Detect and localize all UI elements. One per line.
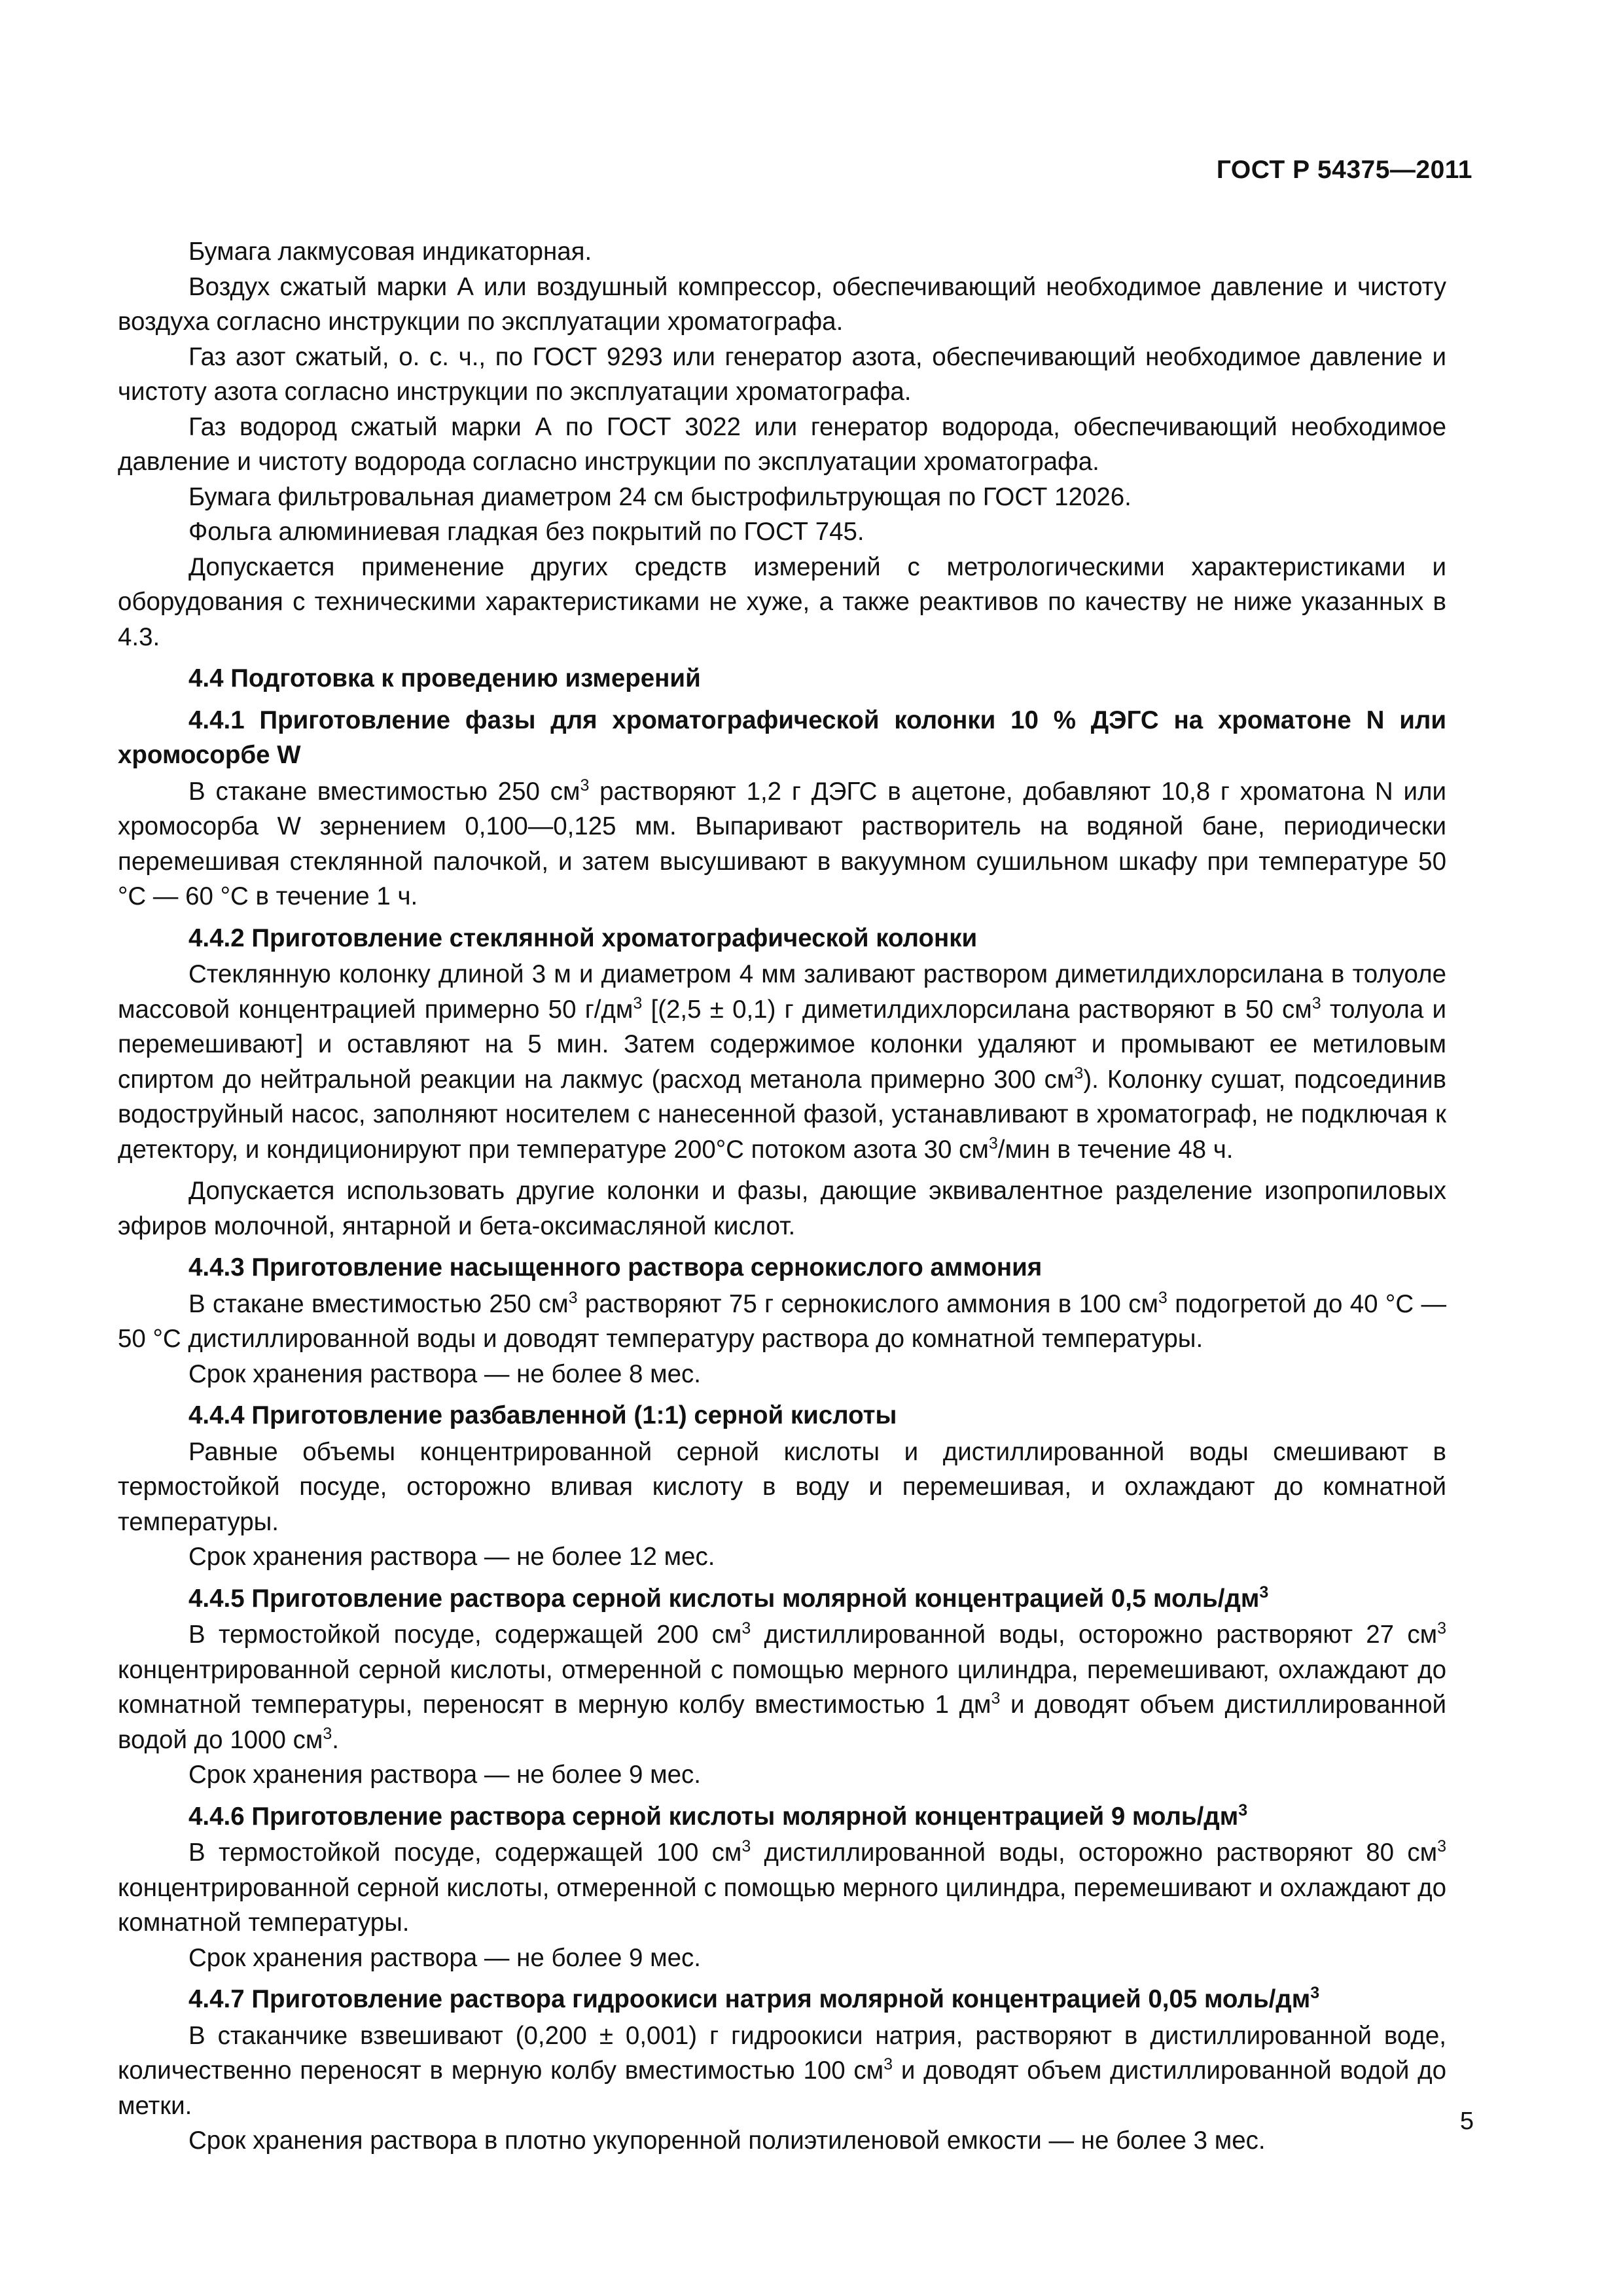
superscript: 3 xyxy=(741,1619,751,1638)
section-heading-4-4-3: 4.4.3 Приготовление насыщенного раствора сернокислого аммония xyxy=(188,1253,1043,1282)
superscript: 3 xyxy=(988,1134,998,1153)
superscript: 3 xyxy=(1158,1288,1168,1307)
superscript: 3 xyxy=(883,2055,893,2074)
paragraph-4-4-7-text: В стаканчике взвешивают (0,200 ± 0,001) г гидроокиси натрия, растворяют в дистиллированной воде, количественно переносят в мерную колбу вместимостью 100 $см^3$ и доводят объем дистиллированной водой до метки. xyxy=(118,2021,1446,2120)
page-body xyxy=(118,234,1446,2159)
section-heading-4-4-1: 4.4.1 Приготовление фазы для хроматографической колонки 10 % ДЭГС на хроматоне N или хромосорбе W xyxy=(118,706,1446,769)
superscript: 3 xyxy=(991,1689,1001,1708)
superscript: 3 xyxy=(1259,1583,1269,1602)
document-id: ГОСТ Р 54375—2011 xyxy=(1216,156,1472,184)
paragraph-nitrogen-gas: Газ азот сжатый, о. с. ч., по ГОСТ 9293 или генератор азота, обеспечивающий необходимое давление и чистоту азота согласно инструкции по эксплуатации хроматографа. xyxy=(118,342,1446,406)
superscript: 3 xyxy=(1310,1984,1320,2003)
superscript: 3 xyxy=(568,1288,578,1307)
page-number: 5 xyxy=(1459,2108,1474,2135)
superscript: 3 xyxy=(1074,1064,1084,1083)
section-heading-4-4-6: 4.4.6 Приготовление раствора серной кислоты молярной концентрацией 9 моль/$дм^3$ xyxy=(188,1801,1248,1831)
section-heading-4-4-5: 4.4.5 Приготовление раствора серной кислоты молярной концентрацией 0,5 моль/$дм^3$ xyxy=(188,1583,1269,1613)
paragraph-4-4-2-note: Допускается использовать другие колонки и фазы, дающие эквивалентное разделение изопропиловых эфиров молочной, янтарной и бета-оксимасляной кислот. xyxy=(118,1177,1446,1240)
superscript: 3 xyxy=(741,1837,751,1856)
paragraph-hydrogen-gas: Газ водород сжатый марки А по ГОСТ 3022 или генератор водорода, обеспечивающий необходимое давление и чистоту водорода согласно инструкции по эксплуатации хроматографа. xyxy=(118,412,1446,476)
superscript: 3 xyxy=(1311,994,1321,1013)
section-heading-4-4: 4.4 Подготовка к проведению измерений xyxy=(188,664,701,692)
paragraph-4-4-5-text: В термостойкой посуде, содержащей 200 $см^3$ дистиллированной воды, осторожно растворяют 27 $см^3$ концентрированной серной кислоты, отмеренной с помощью мерного цилиндра, перемешивают, охлаждают до комнатной температуры, переносят в мерную колбу вместимостью 1 $дм^3$ и доводят объем дистиллированной водой до 1000 $см^3$. xyxy=(118,1619,1446,1754)
superscript: 3 xyxy=(1437,1837,1446,1856)
paragraph-4-4-4-storage: Срок хранения раствора — не более 12 мес. xyxy=(188,1543,715,1571)
paragraph-4-4-6-storage: Срок хранения раствора — не более 9 мес. xyxy=(188,1943,701,1972)
superscript: 3 xyxy=(1437,1619,1446,1638)
paragraph-aluminium-foil: Фольга алюминиевая гладкая без покрытий по ГОСТ 745. xyxy=(188,518,865,546)
superscript: 3 xyxy=(633,994,643,1013)
paragraph-4-4-3-storage: Срок хранения раствора — не более 8 мес. xyxy=(188,1359,701,1388)
paragraph-substitutions-allowed: Допускается применение других средств измерений с метрологическими характеристиками и оборудования с техническими характеристиками не хуже, а также реактивов по качеству не ниже указанных в 4.3. xyxy=(118,552,1446,651)
section-heading-4-4-4: 4.4.4 Приготовление разбавленной (1:1) серной кислоты xyxy=(188,1401,897,1429)
paragraph-4-4-2-text: Стеклянную колонку длиной 3 м и диаметром 4 мм заливают раствором диметилдихлорсилана в толуоле массовой концентрацией примерно 50 $г/дм^3$ [(2,5 ± 0,1) г диметилдихлорсилана растворяют в 50 $см^3$ толуола и перемешивают] и оставляют на 5 мин. Затем содержимое колонки удаляют и промывают ее метиловым спиртом до нейтральной реакции на лакмус (расход метанола примерно 300 $см^3$). Колонку сушат, подсоединив водоструйный насос, заполняют носителем с нанесенной фазой, устанавливают в хроматограф, не подключая к детектору, и кондиционируют при температуре 200°С потоком азота 30 $см^3$/мин в течение 48 ч. xyxy=(118,960,1446,1164)
superscript: 3 xyxy=(580,776,590,795)
paragraph-compressed-air: Воздух сжатый марки А или воздушный компрессор, обеспечивающий необходимое давление и чистоту воздуха согласно инструкции по эксплуатации хроматографа. xyxy=(118,272,1446,336)
paragraph-4-4-3-text: В стакане вместимостью 250 $см^3$ растворяют 75 г сернокислого аммония в 100 $см^3$ подогретой до 40 °С — 50 °С дистиллированной воды и доводят температуру раствора до комнатной температуры. xyxy=(118,1288,1446,1353)
paragraph-4-4-7-storage: Срок хранения раствора в плотно укупоренной полиэтиленовой емкости — не более 3 мес. xyxy=(188,2126,1266,2155)
superscript: 3 xyxy=(323,1724,332,1743)
section-heading-4-4-7: 4.4.7 Приготовление раствора гидроокиси натрия молярной концентрацией 0,05 моль/$дм^3$ xyxy=(188,1984,1320,2013)
superscript: 3 xyxy=(1238,1801,1248,1820)
paragraph-4-4-5-storage: Срок хранения раствора — не более 9 мес. xyxy=(188,1761,701,1789)
paragraph-4-4-6-text: В термостойкой посуде, содержащей 100 $см^3$ дистиллированной воды, осторожно растворяют 80 $см^3$ концентрированной серной кислоты, отмеренной с помощью мерного цилиндра, перемешивают и охлаждают до комнатной температуры. xyxy=(118,1837,1446,1937)
paragraph-4-4-4-text: Равные объемы концентрированной серной кислоты и дистиллированной воды смешивают в термостойкой посуде, осторожно вливая кислоту в воду и перемешивая, и охлаждают до комнатной температуры. xyxy=(118,1437,1446,1536)
paragraph-filter-paper: Бумага фильтровальная диаметром 24 см быстрофильтрующая по ГОСТ 12026. xyxy=(188,482,1132,511)
paragraph-litmus-paper: Бумага лакмусовая индикаторная. xyxy=(188,238,592,266)
paragraph-4-4-1-text: В стакане вместимостью 250 $см^3$ растворяют 1,2 г ДЭГС в ацетоне, добавляют 10,8 г хроматона N или хромосорба W зернением 0,100—0,125 мм. Выпаривают растворитель на водяной бане, периодически перемешивая стеклянной палочкой, и затем высушивают в вакуумном сушильном шкафу при температуре 50 °С — 60 °С в течение 1 ч. xyxy=(118,776,1446,910)
section-heading-4-4-2: 4.4.2 Приготовление стеклянной хроматографической колонки xyxy=(188,924,978,952)
